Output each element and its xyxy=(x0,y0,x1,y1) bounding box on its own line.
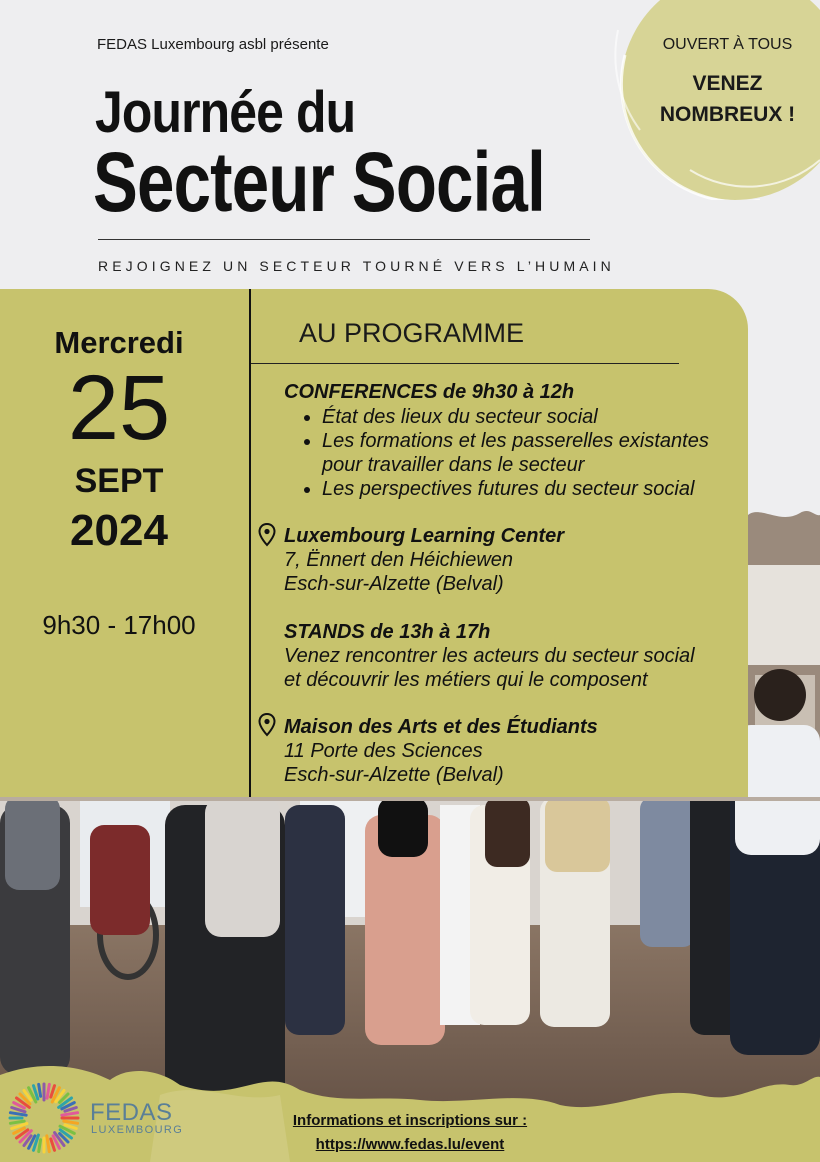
title-line1: Journée du xyxy=(95,80,356,145)
list-item: • Les formations et les passerelles existantes pour travailler dans le secteur xyxy=(322,429,752,477)
badge-cta-line2: NOMBREUX ! xyxy=(659,103,796,126)
conferences-title: CONFERENCES de 9h30 à 12h xyxy=(284,381,575,403)
stands-title: STANDS de 13h à 17h xyxy=(284,621,491,643)
badge-cta-line1: VENEZ xyxy=(692,72,763,95)
fedas-logo-icon xyxy=(6,1080,82,1156)
location-1-city: Esch-sur-Alzette (Belval) xyxy=(284,573,504,595)
logo-name: FEDAS xyxy=(90,1099,173,1126)
presenter-text: FEDAS Luxembourg asbl présente xyxy=(97,36,329,53)
info-label: Informations et inscriptions sur : xyxy=(292,1112,528,1129)
location-2-city: Esch-sur-Alzette (Belval) xyxy=(284,764,504,786)
logo-subtitle: LUXEMBOURG xyxy=(91,1124,184,1136)
location-2 xyxy=(284,715,598,787)
location-pin-icon xyxy=(258,713,276,737)
stands-line1: Venez rencontrer les acteurs du secteur social xyxy=(284,645,695,667)
program-divider xyxy=(251,363,679,364)
date-day-name: Mercredi xyxy=(54,325,184,360)
badge-cta xyxy=(640,68,815,130)
date-day-number: 25 xyxy=(67,357,171,459)
panel-divider xyxy=(249,289,251,797)
title-divider xyxy=(98,239,590,240)
list-item: • Les perspectives futures du secteur social xyxy=(322,477,752,501)
location-1-address: 7, Ënnert den Héichiewen xyxy=(284,549,514,571)
location-2-name: Maison des Arts et des Étudiants xyxy=(284,716,598,738)
program-title: AU PROGRAMME xyxy=(299,318,525,348)
location-1 xyxy=(284,524,564,596)
stands-section xyxy=(284,620,734,692)
location-pin-icon xyxy=(258,523,276,547)
conferences-list xyxy=(300,405,752,501)
tagline: REJOIGNEZ UN SECTEUR TOURNÉ VERS L’HUMAIN xyxy=(98,258,615,274)
list-item: • État des lieux du secteur social xyxy=(322,405,752,429)
info-link[interactable]: https://www.fedas.lu/event xyxy=(315,1136,505,1153)
date-month: SEPT xyxy=(74,462,164,500)
stands-line2: et découvrir les métiers qui le composent xyxy=(284,669,648,691)
location-1-name: Luxembourg Learning Center xyxy=(284,525,565,547)
badge-open-to-all: OUVERT À TOUS xyxy=(662,36,793,53)
conferences-section xyxy=(284,380,574,404)
title-line2: Secteur Social xyxy=(93,135,545,229)
date-hours: 9h30 - 17h00 xyxy=(42,610,196,640)
date-year: 2024 xyxy=(70,506,168,555)
location-2-address: 11 Porte des Sciences xyxy=(284,740,483,762)
